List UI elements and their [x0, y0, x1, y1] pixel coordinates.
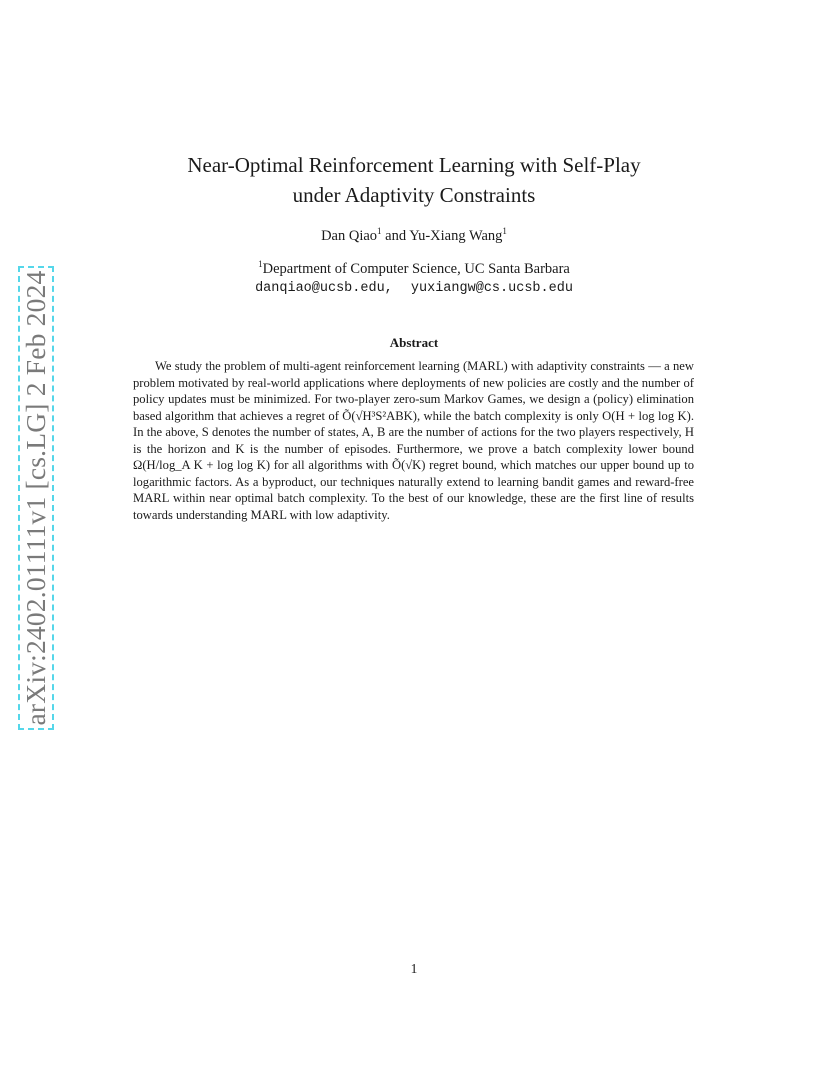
affiliation-text: Department of Computer Science, UC Santa Barbara [262, 261, 570, 277]
title-line-2: under Adaptivity Constraints [292, 183, 536, 207]
author-1-affil-mark: 1 [377, 226, 382, 237]
title-line-1: Near-Optimal Reinforcement Learning with Self-Play [187, 153, 641, 177]
email-1: danqiao@ucsb.edu, [255, 281, 393, 296]
abstract-body: We study the problem of multi-agent reinforcement learning (MARL) with adaptivity constraints — a new problem motivated by real-world applications where deployments of new policies are costly and the number of policy updates must be minimized. For two-player zero-sum Markov Games, we design a (policy) elimination based algorithm that achieves a regret of Õ(√H³S²ABK), while the batch complexity is only O(H + log log K). In the above, S denotes the number of states, A, B are the number of actions for the two players respectively, H is the horizon and K is the number of episodes. Furthermore, we prove a batch complexity lower bound Ω(H/log_A K + log log K) for all algorithms with Õ(√K) regret bound, which matches our upper bound up to logarithmic factors. As a byproduct, our techniques naturally extend to learning bandit games and reward-free MARL within near optimal batch complexity. To the best of our knowledge, these are the first line of results towards understanding MARL with low adaptivity. [133, 359, 694, 522]
arxiv-identifier-text: arXiv:2402.01111v1 [cs.LG] 2 Feb 2024 [20, 270, 51, 726]
author-list [100, 228, 728, 245]
email-2: yuxiangw@cs.ucsb.edu [410, 281, 573, 296]
author-2: Yu-Xiang Wang [409, 228, 503, 244]
affiliation [100, 261, 728, 278]
page-number: 1 [410, 961, 418, 976]
arxiv-identifier-stamp [18, 266, 54, 730]
author-2-affil-mark: 1 [502, 226, 507, 237]
author-emails [100, 281, 728, 296]
abstract-heading: Abstract [389, 335, 439, 350]
paper-title [100, 150, 728, 210]
author-joiner: and [385, 228, 407, 244]
affiliation-mark: 1 [258, 259, 263, 270]
author-1: Dan Qiao [321, 228, 378, 244]
